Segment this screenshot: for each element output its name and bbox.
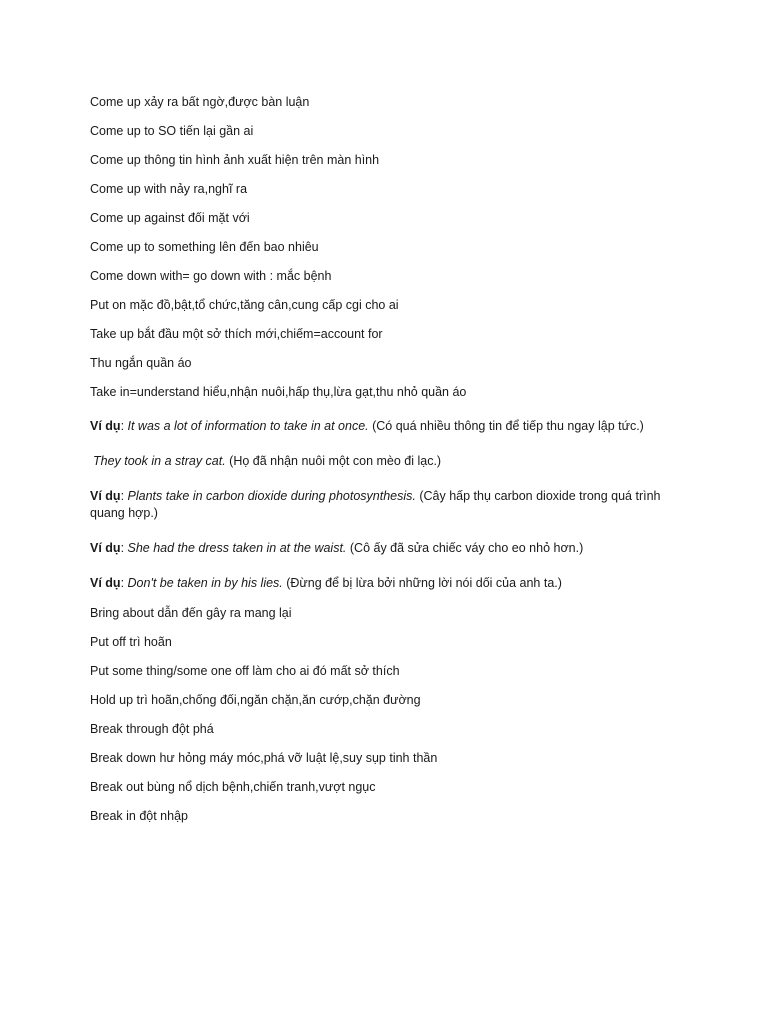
example-label: Ví dụ [90, 419, 121, 433]
example-paragraph [90, 540, 690, 557]
phrase-line: Take up bắt đầu một sở thích mới,chiếm=account for [90, 327, 383, 341]
phrase-line: Bring about dẫn đến gây ra mang lại [90, 606, 292, 620]
phrase-line: Come up to something lên đến bao nhiêu [90, 240, 319, 254]
example-separator: : [120, 489, 128, 503]
example-separator: : [120, 541, 128, 555]
phrase-line: Break in đột nhập [90, 809, 188, 823]
phrase-line: Come up against đối mặt với [90, 211, 250, 225]
example-translation: (Cây hấp thụ carbon dioxide trong quá trình quang hợp.) [90, 489, 661, 520]
example-translation: (Họ đã nhận nuôi một con mèo đi lạc.) [225, 454, 442, 468]
example-sentence: Don't be taken in by his lies. [127, 576, 283, 590]
example-translation: (Đừng để bị lừa bởi những lời nói dối của anh ta.) [282, 576, 562, 590]
phrase-line: Come up xảy ra bất ngờ,được bàn luận [90, 95, 310, 109]
example-label: Ví dụ [90, 489, 121, 503]
phrase-line: Thu ngắn quần áo [90, 356, 192, 370]
example-separator: : [120, 419, 128, 433]
example-separator: : [120, 576, 128, 590]
example-paragraph [90, 453, 690, 470]
example-translation: (Có quá nhiều thông tin để tiếp thu ngay lập tức.) [368, 419, 644, 433]
document-body [90, 94, 690, 837]
phrase-line: Come up to SO tiến lại gần ai [90, 124, 254, 138]
example-sentence: They took in a stray cat. [93, 454, 226, 468]
example-paragraph [90, 575, 690, 592]
example-sentence: It was a lot of information to take in at once. [127, 419, 369, 433]
phrase-line: Break down hư hỏng máy móc,phá vỡ luật lệ,suy sụp tinh thần [90, 751, 438, 765]
phrase-line: Break out bùng nổ dịch bệnh,chiến tranh,vượt ngục [90, 780, 376, 794]
phrase-line: Take in=understand hiểu,nhận nuôi,hấp thụ,lừa gạt,thu nhỏ quần áo [90, 385, 467, 399]
example-paragraph [90, 418, 690, 435]
example-label: Ví dụ [90, 541, 121, 555]
phrase-line: Come up with nảy ra,nghĩ ra [90, 182, 248, 196]
example-sentence: She had the dress taken in at the waist. [127, 541, 347, 555]
phrase-line: Come down with= go down with : mắc bệnh [90, 269, 332, 283]
example-translation: (Cô ấy đã sửa chiếc váy cho eo nhỏ hơn.) [346, 541, 584, 555]
phrase-line: Put some thing/some one off làm cho ai đó mất sở thích [90, 664, 400, 678]
phrase-line: Hold up trì hoãn,chống đối,ngăn chặn,ăn cướp,chặn đường [90, 693, 421, 707]
phrase-line: Break through đột phá [90, 722, 214, 736]
example-sentence: Plants take in carbon dioxide during photosynthesis. [127, 489, 416, 503]
phrase-line: Put off trì hoãn [90, 635, 172, 649]
example-label: Ví dụ [90, 576, 121, 590]
phrase-line: Come up thông tin hình ảnh xuất hiện trên màn hình [90, 153, 380, 167]
example-paragraph [90, 488, 680, 522]
phrase-line: Put on mặc đồ,bật,tổ chức,tăng cân,cung cấp cgi cho ai [90, 298, 399, 312]
